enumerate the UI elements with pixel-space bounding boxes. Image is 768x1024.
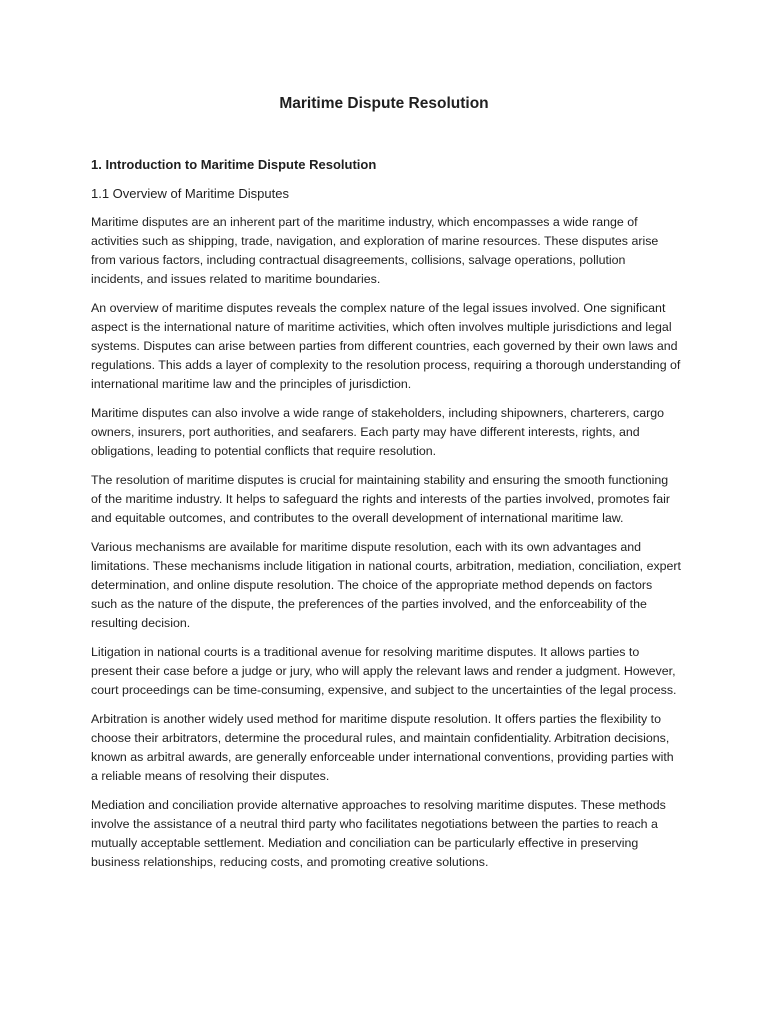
paragraph: Maritime disputes can also involve a wide range of stakeholders, including shipowners, charterers, cargo owners, insurers, port authorities, and seafarers. Each party may have different interests, rights, and obligations, leading to potential conflicts that require resolution. — [91, 406, 665, 458]
document-title: Maritime Dispute Resolution — [279, 95, 489, 112]
section-heading: 1. Introduction to Maritime Dispute Resolution — [91, 157, 377, 172]
paragraph: Various mechanisms are available for maritime dispute resolution, each with its own advantages and limitations. These mechanisms include litigation in national courts, arbitration, mediation, conciliation, expert determination, and online dispute resolution. The choice of the appropriate method depends on factors such as the nature of the dispute, the preferences of the parties involved, and the enforceability of the resulting decision. — [91, 540, 682, 630]
paragraph: An overview of maritime disputes reveals the complex nature of the legal issues involved. One significant aspect is the international nature of maritime activities, which often involves multiple jurisdictions and legal systems. Disputes can arise between parties from different countries, each governed by their own laws and regulations. This adds a layer of complexity to the resolution process, requiring a thorough understanding of international maritime law and the principles of jurisdiction. — [91, 301, 681, 391]
subsection-heading: 1.1 Overview of Maritime Disputes — [91, 186, 289, 201]
paragraph: Maritime disputes are an inherent part of the maritime industry, which encompasses a wide range of activities such as shipping, trade, navigation, and exploration of marine resources. These disputes arise from various factors, including contractual disagreements, collisions, salvage operations, pollution incidents, and issues related to maritime boundaries. — [91, 215, 659, 286]
document-body — [91, 155, 681, 882]
paragraph: Mediation and conciliation provide alternative approaches to resolving maritime disputes. These methods involve the assistance of a neutral third party who facilitates negotiations between the parties to reach a mutually acceptable settlement. Mediation and conciliation can be particularly effective in preserving business relationships, reducing costs, and promoting creative solutions. — [91, 798, 666, 869]
paragraph: Arbitration is another widely used method for maritime dispute resolution. It offers parties the flexibility to choose their arbitrators, determine the procedural rules, and maintain confidentiality. Arbitration decisions, known as arbitral awards, are generally enforceable under international conventions, providing parties with a reliable means of resolving their disputes. — [91, 712, 674, 783]
paragraph: Litigation in national courts is a traditional avenue for resolving maritime disputes. It allows parties to present their case before a judge or jury, who will apply the relevant laws and render a judgment. However, court proceedings can be time-consuming, expensive, and subject to the uncertainties of the legal process. — [91, 645, 677, 697]
paragraph: The resolution of maritime disputes is crucial for maintaining stability and ensuring the smooth functioning of the maritime industry. It helps to safeguard the rights and interests of the parties involved, promotes fair and equitable outcomes, and contributes to the overall development of international maritime law. — [91, 473, 670, 525]
